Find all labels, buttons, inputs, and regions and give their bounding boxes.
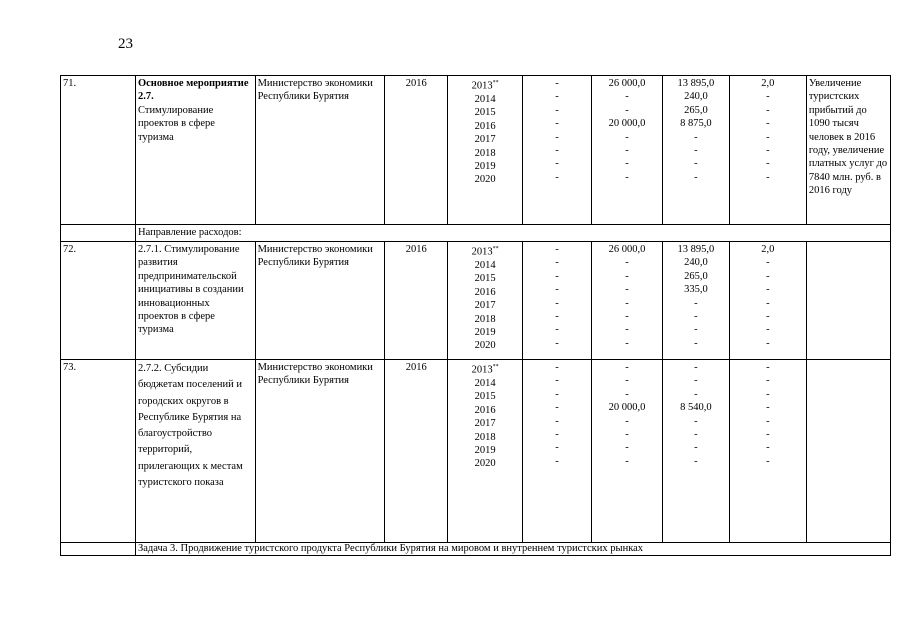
local-value: 240,0 [684, 257, 708, 269]
federal-cell [523, 360, 592, 543]
years-value: 2019 [474, 444, 496, 456]
republic-value: - [625, 297, 629, 309]
local-value: 13 895,0 [677, 244, 715, 255]
years-value: 2013** [471, 80, 499, 92]
federal-value: - [555, 104, 559, 116]
federal-value: - [555, 297, 559, 309]
table-row [61, 360, 891, 543]
start-year: 2016 [385, 360, 448, 543]
row-number: 71. [61, 76, 136, 225]
republic-cell [592, 76, 663, 225]
republic-value: - [625, 270, 629, 282]
federal-value: - [555, 442, 559, 454]
years-value: 2014 [474, 259, 496, 271]
local-value: - [694, 324, 698, 336]
local-value: - [694, 415, 698, 427]
federal-value: - [555, 429, 559, 441]
local-value: - [694, 311, 698, 323]
republic-cell [592, 242, 663, 360]
measure-description: Стимулирование проектов в сфере туризма [137, 104, 215, 143]
years-cell [448, 360, 523, 543]
years-value: 2016 [474, 404, 496, 416]
extra-value: - [766, 158, 770, 170]
expected-result [806, 360, 890, 543]
federal-value: - [555, 257, 559, 269]
footnote-mark: ** [492, 246, 499, 252]
executor: Министерство экономики Республики Бурятия [255, 242, 385, 360]
federal-value: - [555, 311, 559, 323]
local-value: 8 540,0 [680, 402, 712, 414]
federal-value: - [555, 171, 559, 183]
measure-name: 2.7.1. Стимулирование развития предпринимательской инициативы в создании инновационных проектов в сфере туризма [135, 242, 255, 360]
measure-name [135, 76, 255, 225]
federal-value: - [555, 375, 559, 387]
local-value: 335,0 [684, 284, 708, 296]
republic-value: - [625, 375, 629, 387]
extra-value: 2,0 [761, 244, 775, 255]
republic-value: - [625, 145, 629, 157]
extra-value: - [766, 455, 770, 467]
local-value: - [694, 158, 698, 170]
republic-value: - [625, 311, 629, 323]
extra-value: - [766, 104, 770, 116]
measure-name: 2.7.2. Субсидии бюджетам поселений и городских округов в Республике Бурятия на благоустройство территорий, прилегающих к местам туристского показа [135, 360, 255, 543]
republic-value: - [625, 171, 629, 183]
years-value: 2020 [474, 340, 496, 352]
federal-value: - [555, 362, 559, 373]
extra-value: - [766, 337, 770, 349]
years-value: 2015 [474, 273, 496, 285]
republic-value: - [625, 131, 629, 143]
years-value: 2018 [474, 431, 496, 443]
years-value: 2016 [474, 120, 496, 132]
years-value: 2017 [474, 134, 496, 146]
page-number: 23 [118, 36, 133, 52]
years-value: 2019 [474, 160, 496, 172]
republic-value: - [625, 337, 629, 349]
federal-value: - [555, 388, 559, 400]
republic-value: - [625, 257, 629, 269]
extra-value: - [766, 415, 770, 427]
extra-cell [729, 76, 806, 225]
local-value: 265,0 [684, 270, 708, 282]
extra-value: - [766, 375, 770, 387]
executor: Министерство экономики Республики Бурятия [255, 76, 385, 225]
extra-value: - [766, 270, 770, 282]
expected-result: Увеличение туристских прибытий до 1090 тысяч человек в 2016 году, увеличение платных услуг до 7840 млн. руб. в 2016 году [806, 76, 890, 225]
extra-value: - [766, 171, 770, 183]
republic-value: 26 000,0 [608, 244, 646, 255]
extra-value: - [766, 118, 770, 130]
years-value: 2017 [474, 418, 496, 430]
table-row [61, 543, 891, 556]
extra-value: - [766, 402, 770, 414]
republic-value: - [625, 429, 629, 441]
republic-value: 26 000,0 [608, 78, 646, 89]
federal-value: - [555, 91, 559, 103]
republic-value: - [625, 324, 629, 336]
local-cell [662, 360, 729, 543]
row-number: 72. [61, 242, 136, 360]
federal-value: - [555, 415, 559, 427]
republic-value: - [625, 362, 629, 373]
years-value: 2015 [474, 107, 496, 119]
local-value: - [694, 429, 698, 441]
extra-value: - [766, 362, 770, 373]
years-value: 2013** [471, 364, 499, 376]
local-value: - [694, 171, 698, 183]
extra-value: - [766, 131, 770, 143]
republic-value: 20 000,0 [608, 118, 646, 130]
years-value: 2014 [474, 377, 496, 389]
republic-cell [592, 360, 663, 543]
extra-cell [729, 360, 806, 543]
federal-value: - [555, 337, 559, 349]
measures-table [60, 75, 891, 556]
footnote-mark: ** [492, 80, 499, 86]
years-value: 2018 [474, 147, 496, 159]
republic-value: 20 000,0 [608, 402, 646, 414]
expected-result [806, 242, 890, 360]
federal-value: - [555, 244, 559, 255]
federal-cell [523, 76, 592, 225]
extra-value: - [766, 429, 770, 441]
federal-value: - [555, 78, 559, 89]
extra-value: - [766, 257, 770, 269]
start-year: 2016 [385, 242, 448, 360]
local-value: - [694, 442, 698, 454]
federal-value: - [555, 145, 559, 157]
years-cell [448, 242, 523, 360]
table-row [61, 225, 891, 242]
years-value: 2014 [474, 93, 496, 105]
table-row [61, 76, 891, 225]
executor: Министерство экономики Республики Бурятия [255, 360, 385, 543]
start-year: 2016 [385, 76, 448, 225]
federal-value: - [555, 270, 559, 282]
row-number: 73. [61, 360, 136, 543]
extra-value: - [766, 324, 770, 336]
extra-value: - [766, 284, 770, 296]
republic-value: - [625, 104, 629, 116]
years-value: 2015 [474, 391, 496, 403]
local-value: - [694, 145, 698, 157]
federal-cell [523, 242, 592, 360]
task-label: Задача 3. Продвижение туристского продукта Республики Бурятия на мировом и внутреннем туристских рынках [135, 543, 890, 556]
years-cell [448, 76, 523, 225]
federal-value: - [555, 455, 559, 467]
republic-value: - [625, 442, 629, 454]
years-value: 2017 [474, 300, 496, 312]
local-cell [662, 76, 729, 225]
republic-value: - [625, 388, 629, 400]
extra-value: - [766, 442, 770, 454]
extra-value: - [766, 388, 770, 400]
local-cell [662, 242, 729, 360]
local-value: 265,0 [684, 104, 708, 116]
republic-value: - [625, 158, 629, 170]
years-value: 2020 [474, 458, 496, 470]
local-value: - [694, 297, 698, 309]
republic-value: - [625, 455, 629, 467]
table-row [61, 242, 891, 360]
years-value: 2016 [474, 286, 496, 298]
footnote-mark: ** [492, 364, 499, 370]
measure-title: Основное мероприятие 2.7. [137, 78, 249, 103]
years-value: 2019 [474, 326, 496, 338]
extra-value: - [766, 297, 770, 309]
direction-label: Направление расходов: [135, 225, 890, 242]
local-value: - [694, 375, 698, 387]
years-value: 2018 [474, 313, 496, 325]
years-value: 2020 [474, 174, 496, 186]
federal-value: - [555, 324, 559, 336]
extra-value: - [766, 311, 770, 323]
extra-value: 2,0 [761, 78, 775, 89]
local-value: 8 875,0 [680, 118, 712, 130]
federal-value: - [555, 402, 559, 414]
federal-value: - [555, 131, 559, 143]
extra-value: - [766, 145, 770, 157]
local-value: - [694, 131, 698, 143]
local-value: - [694, 388, 698, 400]
local-value: - [694, 455, 698, 467]
local-value: 240,0 [684, 91, 708, 103]
republic-value: - [625, 91, 629, 103]
extra-value: - [766, 91, 770, 103]
years-value: 2013** [471, 246, 499, 258]
local-value: - [694, 337, 698, 349]
federal-value: - [555, 118, 559, 130]
republic-value: - [625, 284, 629, 296]
extra-cell [729, 242, 806, 360]
local-value: - [694, 362, 698, 373]
local-value: 13 895,0 [677, 78, 715, 89]
federal-value: - [555, 284, 559, 296]
federal-value: - [555, 158, 559, 170]
republic-value: - [625, 415, 629, 427]
